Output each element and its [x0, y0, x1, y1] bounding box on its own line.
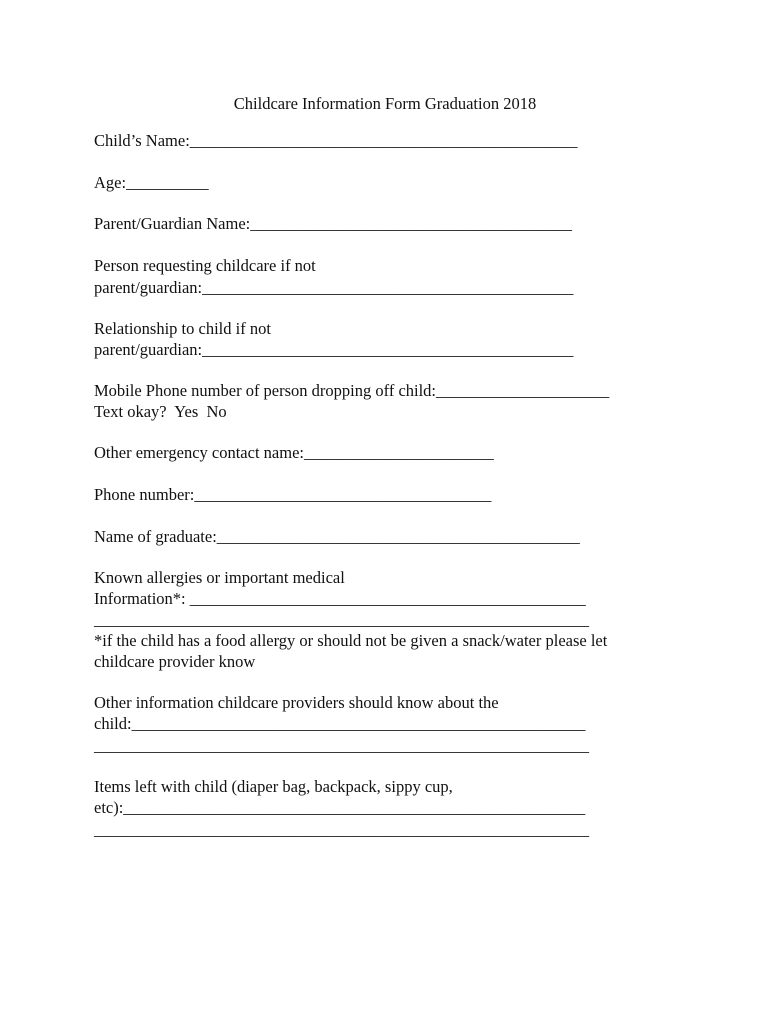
age-field: Age:__________	[94, 173, 209, 192]
allergy-note-continued: childcare provider know	[94, 652, 256, 671]
other-info-label: Other information childcare providers should know about the	[94, 693, 499, 712]
relationship-label: Relationship to child if not	[94, 319, 271, 338]
items-left-label: Items left with child (diaper bag, backpack, sippy cup,	[94, 777, 453, 796]
allergies-label: Known allergies or important medical	[94, 568, 345, 587]
phone-number-field: Phone number:____________________________________	[94, 485, 492, 504]
allergies-extra-line: ____________________________________________________________	[94, 610, 589, 629]
parent-guardian-name-field: Parent/Guardian Name:_______________________________________	[94, 214, 572, 233]
allergy-note: *if the child has a food allergy or should not be given a snack/water please let	[94, 631, 608, 650]
items-left-field: etc):________________________________________________________	[94, 798, 586, 817]
graduate-name-field: Name of graduate:____________________________________________	[94, 527, 580, 546]
person-requesting-field: parent/guardian:_____________________________________________	[94, 278, 574, 297]
allergies-field: Information*: ________________________________________________	[94, 589, 586, 608]
emergency-contact-field: Other emergency contact name:_______________________	[94, 443, 494, 462]
other-info-extra-line: ____________________________________________________________	[94, 736, 589, 755]
mobile-phone-field: Mobile Phone number of person dropping off child:_____________________	[94, 381, 610, 400]
relationship-field: parent/guardian:_____________________________________________	[94, 340, 574, 359]
other-info-field: child:_______________________________________________________	[94, 714, 586, 733]
childs-name-field: Child’s Name:_______________________________________________	[94, 131, 578, 150]
form-title: Childcare Information Form Graduation 2018	[233, 94, 537, 113]
items-left-extra-line: ____________________________________________________________	[94, 820, 589, 839]
text-okay-label: Text okay? Yes No	[94, 402, 227, 421]
person-requesting-label: Person requesting childcare if not	[94, 256, 316, 275]
